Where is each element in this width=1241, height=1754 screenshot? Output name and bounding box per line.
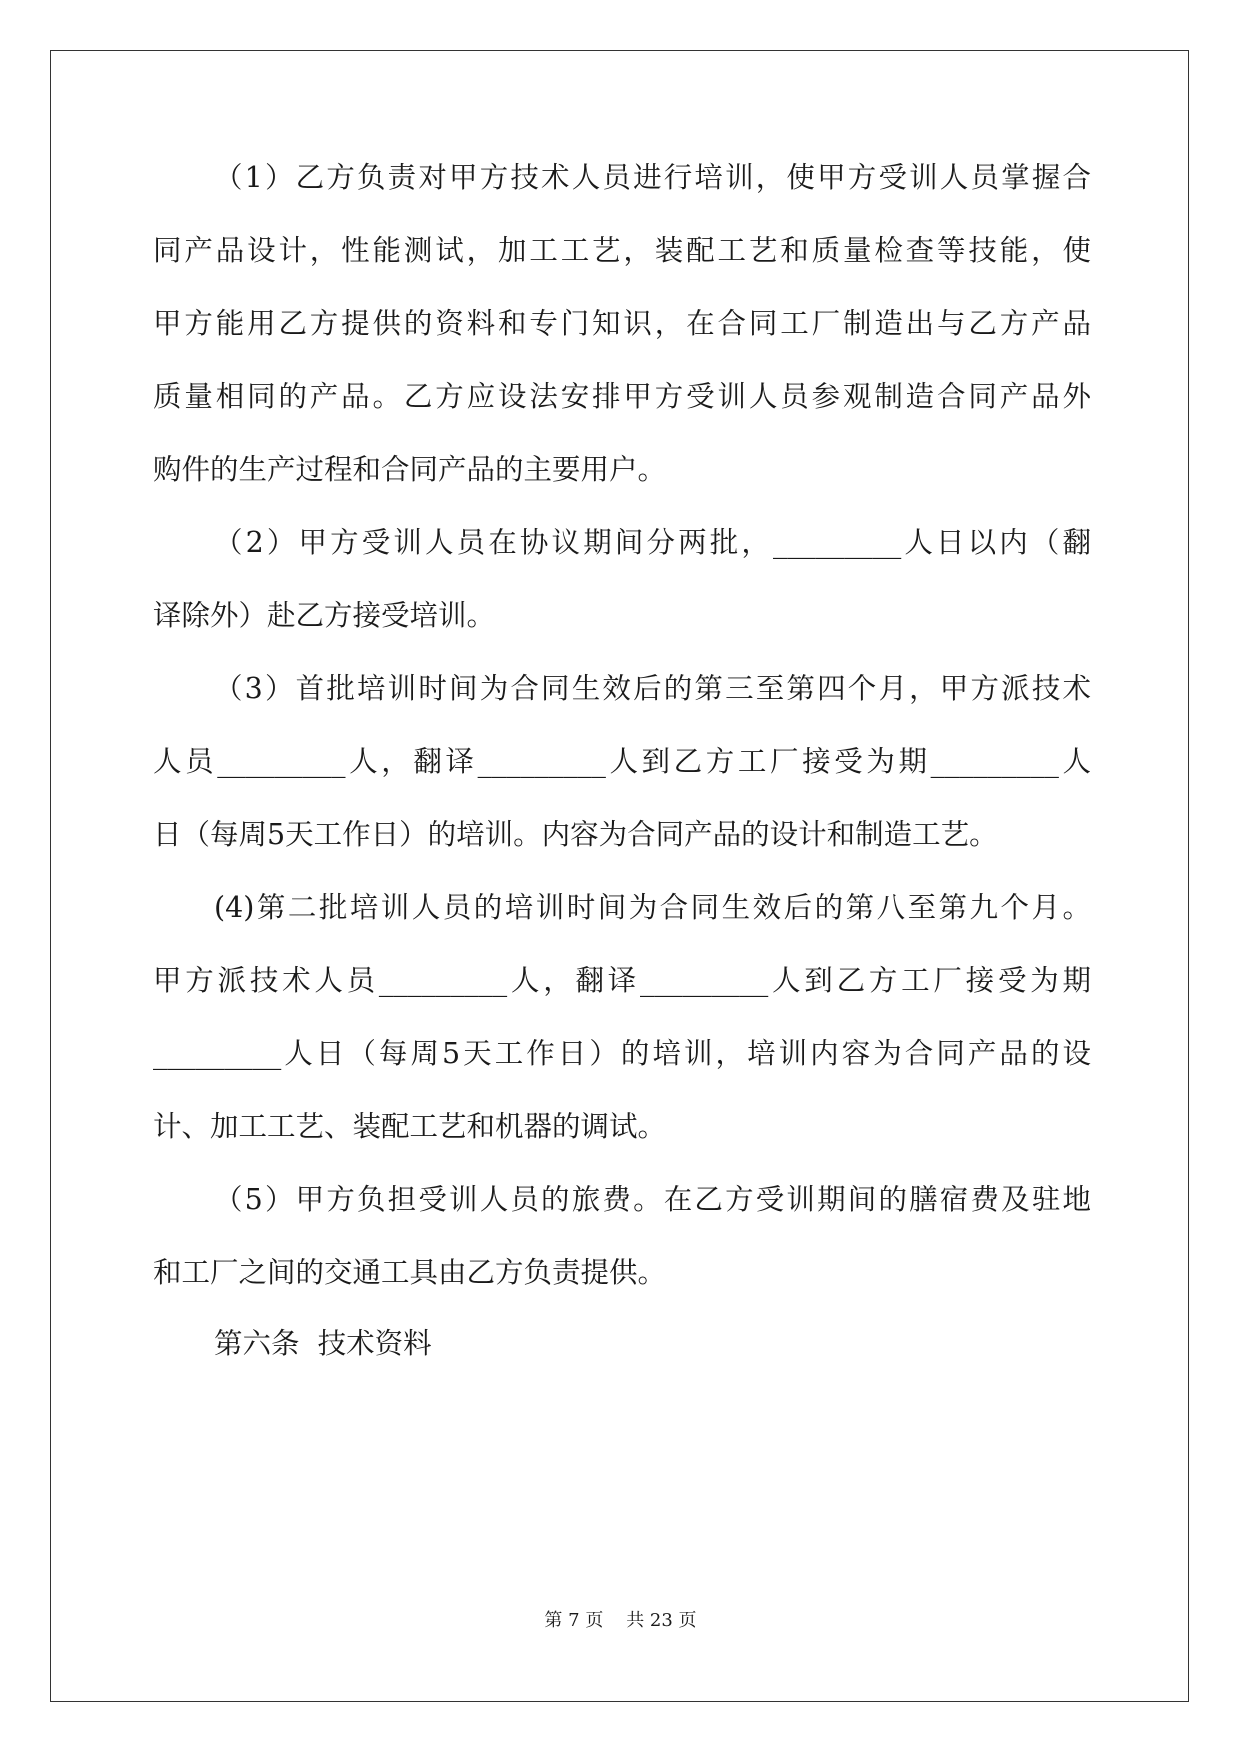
paragraph-3-line-1: （3）首批培训时间为合同生效后的第三至第四个月，甲方派技术 <box>214 672 1091 705</box>
paragraph-2-line-2: 译除外）赴乙方接受培训。 <box>153 599 496 632</box>
page-number-footer: 第 7 页 共 23 页 <box>544 1610 697 1631</box>
paragraph-1-line-3: 甲方能用乙方提供的资料和专门知识，在合同工厂制造出与乙方产品 <box>153 307 1091 340</box>
paragraph-1-line-1: （1）乙方负责对甲方技术人员进行培训，使甲方受训人员掌握合 <box>214 161 1091 194</box>
paragraph-3-line-3: 日（每周5天工作日）的培训。内容为合同产品的设计和制造工艺。 <box>153 818 998 851</box>
paragraph-4-line-4: 计、加工工艺、装配工艺和机器的调试。 <box>153 1110 667 1143</box>
paragraph-4-line-2: 甲方派技术人员_________人，翻译_________人到乙方工厂接受为期 <box>153 964 1091 997</box>
paragraph-4-line-3: _________人日（每周5天工作日）的培训，培训内容为合同产品的设 <box>153 1037 1091 1070</box>
paragraph-4-line-1: (4)第二批培训人员的培训时间为合同生效后的第八至第九个月。 <box>214 891 1091 924</box>
section-heading: 第六条 技术资料 <box>214 1327 432 1360</box>
paragraph-1-line-5: 购件的生产过程和合同产品的主要用户。 <box>153 453 667 486</box>
paragraph-2-line-1: （2）甲方受训人员在协议期间分两批，_________人日以内（翻 <box>214 526 1091 559</box>
page-frame <box>50 50 1189 1702</box>
paragraph-3-line-2: 人员_________人，翻译_________人到乙方工厂接受为期_________人 <box>153 745 1091 778</box>
paragraph-5-line-1: （5）甲方负担受训人员的旅费。在乙方受训期间的膳宿费及驻地 <box>214 1183 1091 1216</box>
paragraph-1-line-2: 同产品设计，性能测试，加工工艺，装配工艺和质量检查等技能，使 <box>153 234 1091 267</box>
paragraph-1-line-4: 质量相同的产品。乙方应设法安排甲方受训人员参观制造合同产品外 <box>153 380 1091 413</box>
paragraph-5-line-2: 和工厂之间的交通工具由乙方负责提供。 <box>153 1256 667 1289</box>
